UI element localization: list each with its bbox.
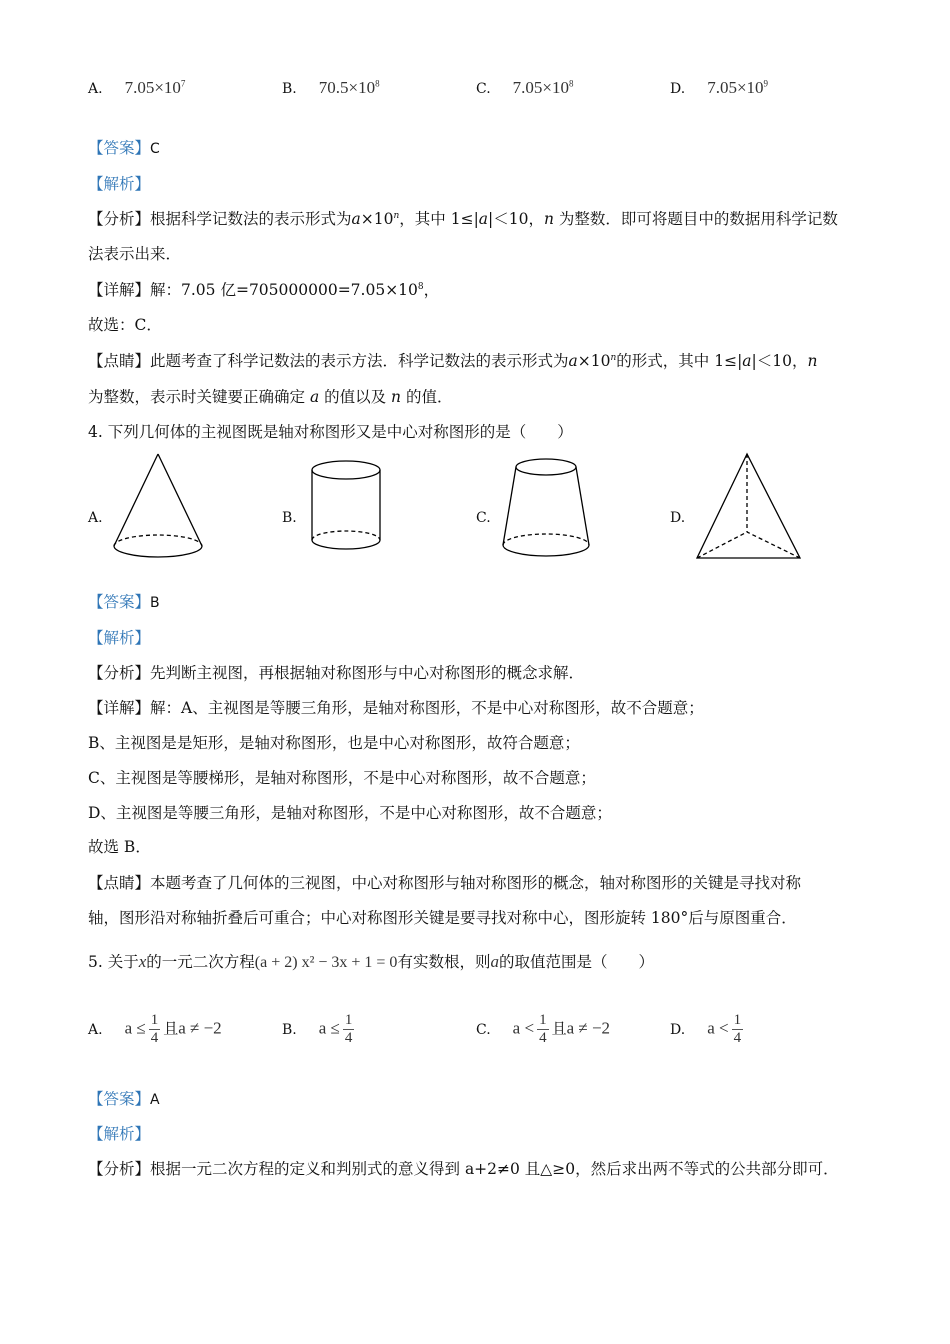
q4-detail: 【详解】解：A、主视图是等腰三角形，是轴对称图形，不是中心对称图形，故不合题意； xyxy=(88,699,704,717)
q3-detail: 【详解】解：7.05 亿$=705000000=7.05\times 10^8$， xyxy=(88,281,440,299)
q3-option-d: D. $7.05\times 10^9$ xyxy=(670,78,769,97)
q5-option-d: D. a < $\frac{1}{4}$ xyxy=(670,1012,742,1046)
cylinder-figure xyxy=(306,458,386,558)
q4-label-b: B. xyxy=(282,510,297,526)
q4-stem: 4. 下列几何体的主视图既是轴对称图形又是中心对称图形的是（ ） xyxy=(88,423,573,441)
q3-analysis: 【分析】根据科学记数法的表示形式为$a\times 10^n$，其中 1≤|a|＜10，n 为整数．即可将题目中的数据用科学记数 xyxy=(88,210,838,228)
q5-option-b: B. a ≤ $\frac{1}{4}$ xyxy=(282,1012,353,1046)
q5-analysis: 【分析】根据一元二次方程的定义和判别式的意义得到 a+2≠0 且△≥0，然后求出两不等式的公共部分即可． xyxy=(88,1160,839,1178)
q4-detail-d: D、主视图是等腰三角形，是轴对称图形，不是中心对称图形，故不合题意； xyxy=(88,804,612,822)
q5-stem: 5. 关于x的一元二次方程(a + 2) x² − 3x + 1 = 0有实数根，则a的取值范围是（ ） xyxy=(88,952,654,971)
q3-answer: 【答案】C xyxy=(88,139,160,157)
q4-label-c: C. xyxy=(476,510,491,526)
q4-jiexi-heading: 【解析】 xyxy=(88,629,151,647)
q5-answer: 【答案】A xyxy=(88,1090,160,1108)
q4-comment: 【点睛】本题考查了几何体的三视图，中心对称图形与轴对称图形的概念，轴对称图形的关键是寻找对称 xyxy=(88,874,802,892)
frustum-figure xyxy=(496,455,596,565)
q3-option-b: B. $70.5\times 10^8$ xyxy=(282,78,380,97)
q4-detail-b: B、主视图是是矩形，是轴对称图形，也是中心对称图形，故符合题意； xyxy=(88,734,580,752)
tetrahedron-figure xyxy=(692,450,806,564)
cone-figure xyxy=(108,450,208,565)
q4-comment-cont: 轴，图形沿对称轴折叠后可重合；中心对称图形关键是要寻找对称中心，图形旋转 180°后与原图重合． xyxy=(88,909,797,927)
q3-comment: 【点睛】此题考查了科学记数法的表示方法．科学记数法的表示形式为$a\times 10^n$的形式，其中 1≤|a|＜10，n xyxy=(88,352,818,370)
q4-answer: 【答案】B xyxy=(88,593,160,611)
q3-option-c: C. $7.05\times 10^8$ xyxy=(476,78,574,97)
q3-comment-cont: 为整数，表示时关键要正确确定 a 的值以及 n 的值． xyxy=(88,388,453,406)
q5-jiexi-heading: 【解析】 xyxy=(88,1125,151,1143)
q4-analysis: 【分析】先判断主视图，再根据轴对称图形与中心对称图形的概念求解． xyxy=(88,664,585,682)
q3-analysis-cont: 法表示出来． xyxy=(88,245,182,263)
q4-label-d: D. xyxy=(670,510,686,526)
q4-detail-c: C、主视图是等腰梯形，是轴对称图形，不是中心对称图形，故不合题意； xyxy=(88,769,596,787)
q5-option-c: C. a < $\frac{1}{4}$ 且a ≠ −2 xyxy=(476,1012,611,1046)
q3-choice: 故选：C． xyxy=(88,316,162,334)
q5-option-a: A. a ≤ $\frac{1}{4}$ 且a ≠ −2 xyxy=(88,1012,222,1046)
q3-jiexi-heading: 【解析】 xyxy=(88,175,151,193)
q4-label-a: A. xyxy=(88,510,103,526)
q3-option-a: A. $7.05\times 10^7$ xyxy=(88,78,186,97)
q4-choice: 故选 B． xyxy=(88,838,151,856)
